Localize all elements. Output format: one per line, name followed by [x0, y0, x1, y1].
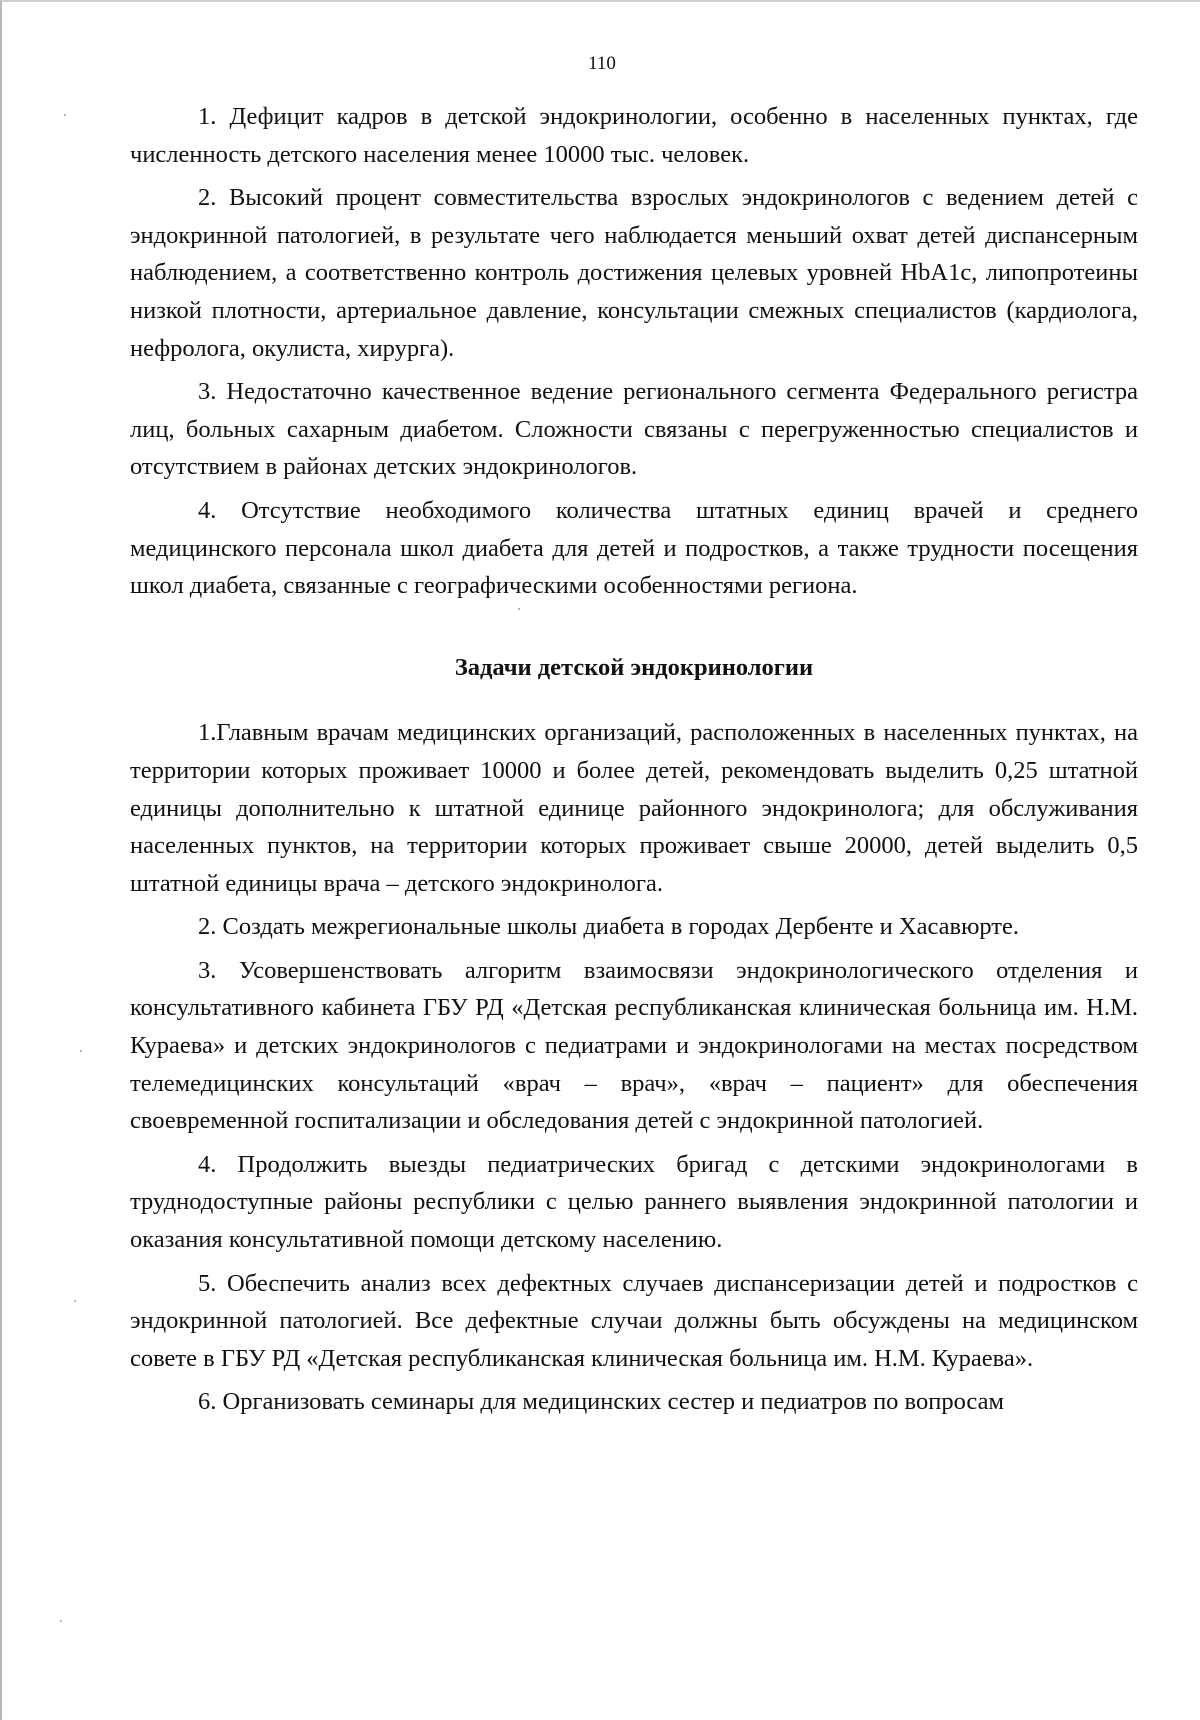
problem-paragraph-3: 3. Недостаточно качественное ведение регионального сегмента Федерального регистра лиц, больных сахарным диабетом. Сложности связаны с перегруженностью специалистов и отсутствием в районах детских эндокринологов.: [130, 378, 1138, 481]
scan-speck: [60, 1620, 62, 1622]
task-paragraph-4: 4. Продолжить выезды педиатрических бригад с детскими эндокринологами в труднодоступные районы республики с целью раннего выявления эндокринной патологии и оказания консультативной помощи детскому населению.: [130, 1150, 1138, 1254]
problem-paragraph-1: 1. Дефицит кадров в детской эндокринологии, особенно в населенных пунктах, где численность детского населения менее 10000 тыс. человек.: [130, 103, 1138, 168]
problem-paragraph-4: 4. Отсутствие необходимого количества штатных единиц врачей и среднего медицинского персонала школ диабета для детей и подростков, а также трудности посещения школ диабета, связанные с географическими особенностями региона.: [130, 496, 1138, 600]
scan-speck: [518, 608, 520, 610]
section-heading: Задачи детской эндокринологии: [454, 653, 814, 681]
scan-speck: [80, 1050, 82, 1052]
task-paragraph-3: 3. Усовершенствовать алгоритм взаимосвязи эндокринологического отделения и консультативного кабинета ГБУ РД «Детская республиканская клиническая больница им. Н.М. Кураева» и детских эндокринологов с педиатрами и эндокринологами на местах посредством телемедицинских консультаций «врач – врач», «врач – пациент» для обеспечения своевременной госпитализации и обследования детей с эндокринной патологией.: [130, 956, 1138, 1135]
scan-speck: [64, 114, 66, 116]
problem-paragraph-2: 2. Высокий процент совместительства взрослых эндокринологов с ведением детей с эндокринной патологией, в результате чего наблюдается меньший охват детей диспансерным наблюдением, а соответственно контроль достижения целевых уровней HbA1c, липопротеины низкой плотности, артериальное давление, консультации смежных специалистов (кардиолога, нефролога, окулиста, хирурга).: [130, 184, 1138, 362]
tasks-section: [130, 714, 1138, 1421]
task-paragraph-2: 2. Создать межрегиональные школы диабета в городах Дербенте и Хасавюрте.: [198, 913, 1020, 941]
task-paragraph-6: 6. Организовать семинары для медицинских сестер и педиатров по вопросам: [198, 1388, 1004, 1416]
scan-speck: [74, 1300, 76, 1302]
task-paragraph-5: 5. Обеспечить анализ всех дефектных случаев диспансеризации детей и подростков с эндокринной патологией. Все дефектные случаи должны быть обсуждены на медицинском совете в ГБУ РД «Детская республиканская клиническая больница им. Н.М. Кураева».: [130, 1269, 1138, 1372]
problems-section: [130, 98, 1138, 605]
task-paragraph-1: 1.Главным врачам медицинских организаций, расположенных в населенных пунктах, на территории которых проживает 10000 и более детей, рекомендовать выделить 0,25 штатной единицы дополнительно к штатной единице районного эндокринолога; для обслуживания населенных пунктов, на территории которых проживает свыше 20000, детей выделить 0,5 штатной единицы врача – детского эндокринолога.: [130, 719, 1138, 897]
page-number: 110: [588, 53, 616, 74]
document-body: [130, 98, 1138, 1421]
